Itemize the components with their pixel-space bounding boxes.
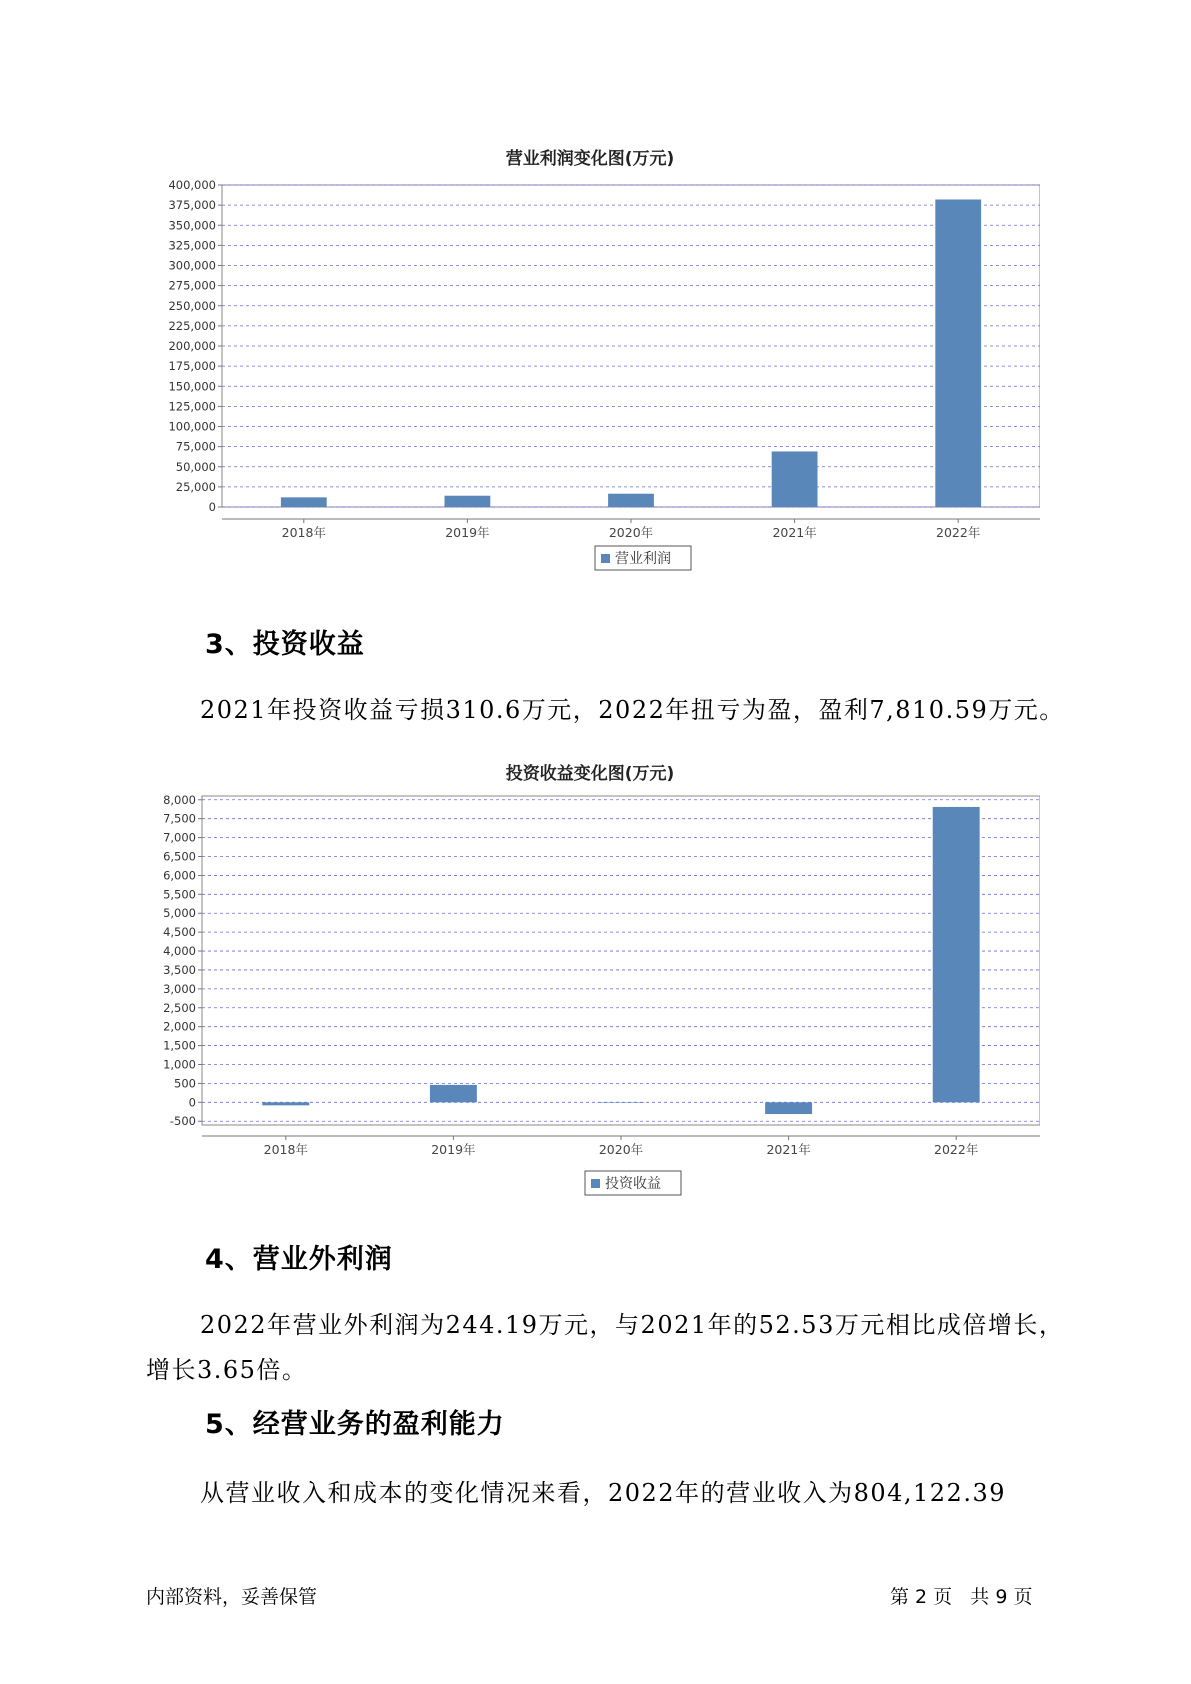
y-tick-label: 1,500 [163,1038,196,1053]
y-tick-label: 8,000 [163,792,196,807]
legend-label: 投资收益 [605,1176,661,1192]
legend-label: 营业利润 [615,551,671,567]
y-tick-label: 400,000 [168,178,216,192]
y-tick-label: 175,000 [168,359,216,374]
x-tick-label: 2022年 [936,525,981,540]
section-paragraph: 增长3.65倍。 [146,1356,308,1384]
y-tick-label: 7,500 [163,811,196,826]
section-paragraph: 2021年投资收益亏损310.6万元，2022年扭亏为盈，盈利7,810.59万元。 [200,696,1065,724]
bar [608,494,654,507]
bar [430,1085,477,1102]
y-tick-label: 5,500 [163,887,196,902]
legend-swatch [601,554,610,563]
y-tick-label: 125,000 [168,399,216,414]
x-tick-label: 2022年 [934,1142,979,1157]
x-tick-label: 2021年 [766,1142,811,1157]
chart-canvas [140,785,1040,1225]
operating-profit-chart [140,140,1040,590]
y-tick-label: 3,000 [163,981,196,996]
section-heading: 4、营业外利润 [205,1244,393,1275]
bar [262,1102,309,1105]
y-tick-label: 3,500 [163,962,196,977]
y-tick-label: 225,000 [168,318,216,333]
y-tick-label: 50,000 [175,459,216,474]
x-tick-label: 2019年 [431,1142,476,1157]
x-tick-label: 2021年 [772,525,817,540]
y-tick-label: 375,000 [168,198,216,213]
section-paragraph: 从营业收入和成本的变化情况来看，2022年的营业收入为804,122.39 [200,1479,1006,1507]
y-tick-label: 300,000 [168,258,216,273]
x-tick-label: 2019年 [445,525,490,540]
y-tick-label: 25,000 [175,479,216,494]
y-tick-label: 150,000 [168,379,216,394]
section-paragraph: 2022年营业外利润为244.19万元，与2021年的52.53万元相比成倍增长， [200,1311,1065,1339]
footer-page-number: 第 2 页 共 9 页 [890,1586,1033,1608]
section-heading: 5、经营业务的盈利能力 [205,1409,505,1440]
investment-income-chart [140,755,1040,1215]
bar [598,1102,645,1103]
footer-confidential: 内部资料，妥善保管 [146,1586,318,1608]
bar [933,807,980,1102]
chart-title: 营业利润变化图(万元) [505,149,675,169]
y-tick-label: 4,000 [163,944,196,959]
y-tick-label: 7,000 [163,830,196,845]
x-tick-label: 2020年 [608,525,654,540]
section-heading: 3、投资收益 [205,629,365,660]
bar [444,496,490,507]
y-tick-label: 500 [174,1076,196,1091]
y-tick-label: 5,000 [163,906,196,921]
y-tick-label: 0 [188,1095,196,1110]
x-tick-label: 2020年 [598,1142,644,1157]
y-tick-label: 200,000 [168,339,216,353]
bar [935,199,981,507]
y-tick-label: 250,000 [168,298,216,313]
y-tick-label: 75,000 [175,439,216,454]
y-tick-label: 6,000 [163,868,196,883]
x-tick-label: 2018年 [281,525,326,540]
y-tick-label: 0 [208,500,216,514]
x-tick-label: 2018年 [263,1142,308,1157]
legend-swatch [591,1179,600,1188]
bar [281,497,327,507]
y-tick-label: -500 [169,1114,196,1129]
y-tick-label: 100,000 [168,419,216,434]
y-tick-label: 275,000 [168,278,216,293]
y-tick-label: 325,000 [168,238,216,253]
chart-canvas [140,170,1040,600]
y-tick-label: 4,500 [163,925,196,940]
y-tick-label: 6,500 [163,849,196,864]
bar [772,451,818,507]
y-tick-label: 1,000 [163,1057,196,1072]
chart-title: 投资收益变化图(万元) [505,764,675,784]
y-tick-label: 2,000 [163,1019,196,1034]
bar [765,1102,812,1114]
y-tick-label: 350,000 [168,218,216,233]
y-tick-label: 2,500 [163,1000,196,1015]
plot-area [202,796,1040,1125]
